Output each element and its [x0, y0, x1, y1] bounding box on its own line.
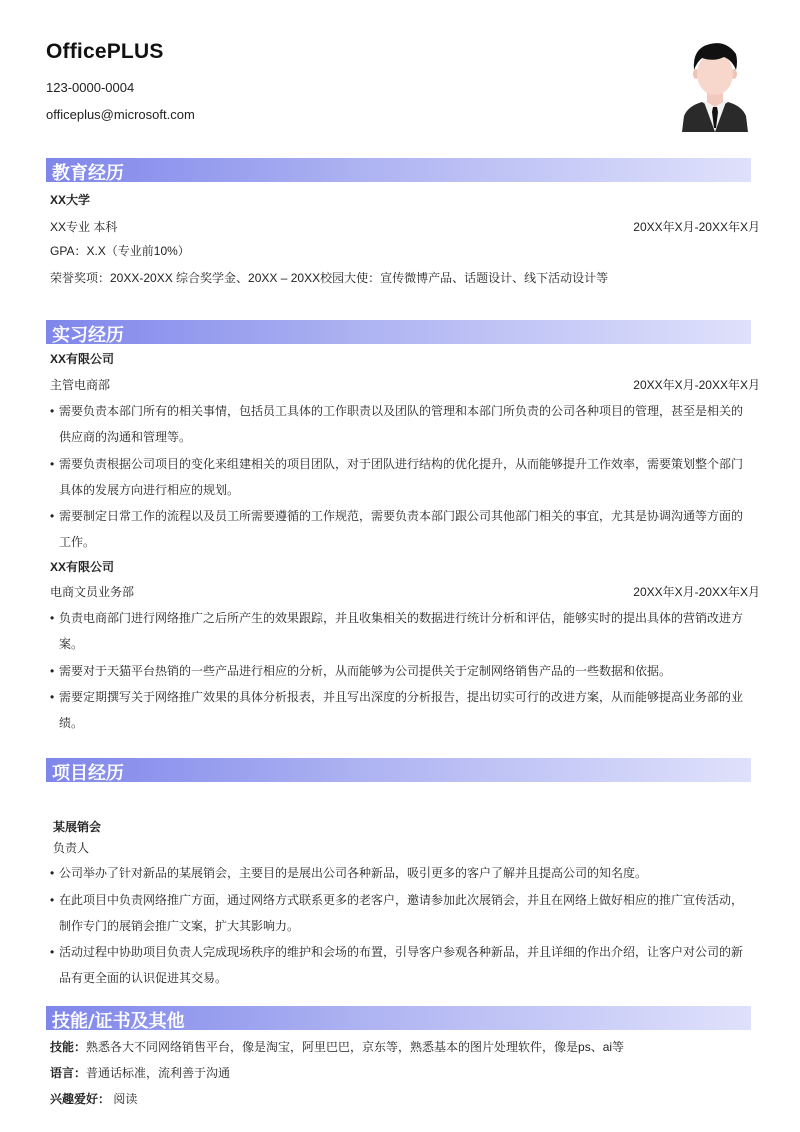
section-skills [46, 1006, 751, 1030]
skills-text: 熟悉各大不同网络销售平台，像是淘宝，阿里巴巴，京东等，熟悉基本的图片处理软件，像是ps、ai等 [86, 1040, 625, 1054]
bullet-icon: • [50, 945, 55, 959]
bullet-icon: • [50, 457, 55, 471]
company-name: XX有限公司 [50, 560, 115, 574]
company-name: XX有限公司 [50, 352, 115, 366]
list-item: • 需要负责本部门所有的相关事情，包括员工具体的工作职责以及团队的管理和本部门所负责的公司各种项目的管理，甚至是相关的供应商的沟通和管理等。 [50, 398, 750, 450]
section-project [46, 758, 751, 782]
gpa: GPA：X.X（专业前10%） [50, 244, 190, 258]
list-item: • 活动过程中协助项目负责人完成现场秩序的维护和会场的布置，引导客户参观各种新品，并且详细的作出介绍，让客户对公司的新品有更全面的认识促进其交易。 [50, 939, 750, 991]
project-role: 负责人 [53, 841, 90, 855]
education-dates: 20XX年X月-20XX年X月 [633, 220, 760, 234]
school-name: XX大学 [50, 193, 91, 207]
bullet-icon: • [50, 893, 55, 907]
list-item: • 在此项目中负责网络推广方面，通过网络方式联系更多的老客户，邀请参加此次展销会，并且在网络上做好相应的推广宣传活动，制作专门的展销会推广文案，扩大其影响力。 [50, 887, 750, 939]
honors: 荣誉奖项：20XX-20XX 综合奖学金、20XX – 20XX校园大使：宣传微博产品、话题设计、线下活动设计等 [50, 271, 609, 285]
skills-label: 技能： [50, 1040, 87, 1054]
email-address: officeplus@microsoft.com [46, 107, 195, 122]
job-dates: 20XX年X月-20XX年X月 [633, 585, 760, 599]
education-major-row [50, 217, 760, 237]
hobby-label: 兴趣爱好： [50, 1092, 111, 1106]
section-title: 技能/证书及其他 [52, 1011, 185, 1032]
hobby-row [50, 1089, 760, 1109]
bullet-icon: • [50, 866, 55, 880]
language-label: 语言： [50, 1066, 87, 1080]
list-item: • 需要制定日常工作的流程以及员工所需要遵循的工作规范，需要负责本部门跟公司其他部门相关的事宜，尤其是协调沟通等方面的工作。 [50, 503, 750, 555]
avatar-icon [680, 40, 750, 132]
bullet-icon: • [50, 664, 55, 678]
section-title: 项目经历 [52, 763, 124, 784]
bullet-icon: • [50, 509, 55, 523]
section-internship [46, 320, 751, 344]
section-title: 教育经历 [52, 163, 124, 184]
list-item: • 需要负责根据公司项目的变化来组建相关的项目团队，对于团队进行结构的优化提升，从而能够提升工作效率，需要策划整个部门具体的发展方向进行相应的规划。 [50, 451, 750, 503]
department: 电商文员业务部 [50, 585, 135, 599]
candidate-name: OfficePLUS [46, 40, 164, 63]
phone-number: 123-0000-0004 [46, 80, 135, 95]
major: XX专业 本科 [50, 220, 118, 234]
list-item: • 负责电商部门进行网络推广之后所产生的效果跟踪，并且收集相关的数据进行统计分析和评估，能够实时的提出具体的营销改进方案。 [50, 605, 750, 657]
hobby-text: 阅读 [110, 1092, 138, 1106]
language-text: 普通话标准，流利善于沟通 [86, 1066, 231, 1080]
job-dates: 20XX年X月-20XX年X月 [633, 378, 760, 392]
job-row [50, 375, 760, 395]
list-item: • 公司举办了针对新品的某展销会，主要目的是展出公司各种新品，吸引更多的客户了解并且提高公司的知名度。 [50, 860, 750, 886]
job-row [50, 582, 760, 602]
bullet-icon: • [50, 611, 55, 625]
skills-row [50, 1037, 760, 1057]
department: 主管电商部 [50, 378, 111, 392]
section-title: 实习经历 [52, 325, 124, 346]
bullet-icon: • [50, 690, 55, 704]
project-name: 某展销会 [53, 820, 102, 834]
list-item: • 需要定期撰写关于网络推广效果的具体分析报表，并且写出深度的分析报告，提出切实可行的改进方案，从而能够提高业务部的业绩。 [50, 684, 750, 736]
language-row [50, 1063, 760, 1083]
section-education [46, 158, 751, 182]
list-item: • 需要对于天猫平台热销的一些产品进行相应的分析，从而能够为公司提供关于定制网络销售产品的一些数据和依据。 [50, 658, 750, 684]
bullet-icon: • [50, 404, 55, 418]
